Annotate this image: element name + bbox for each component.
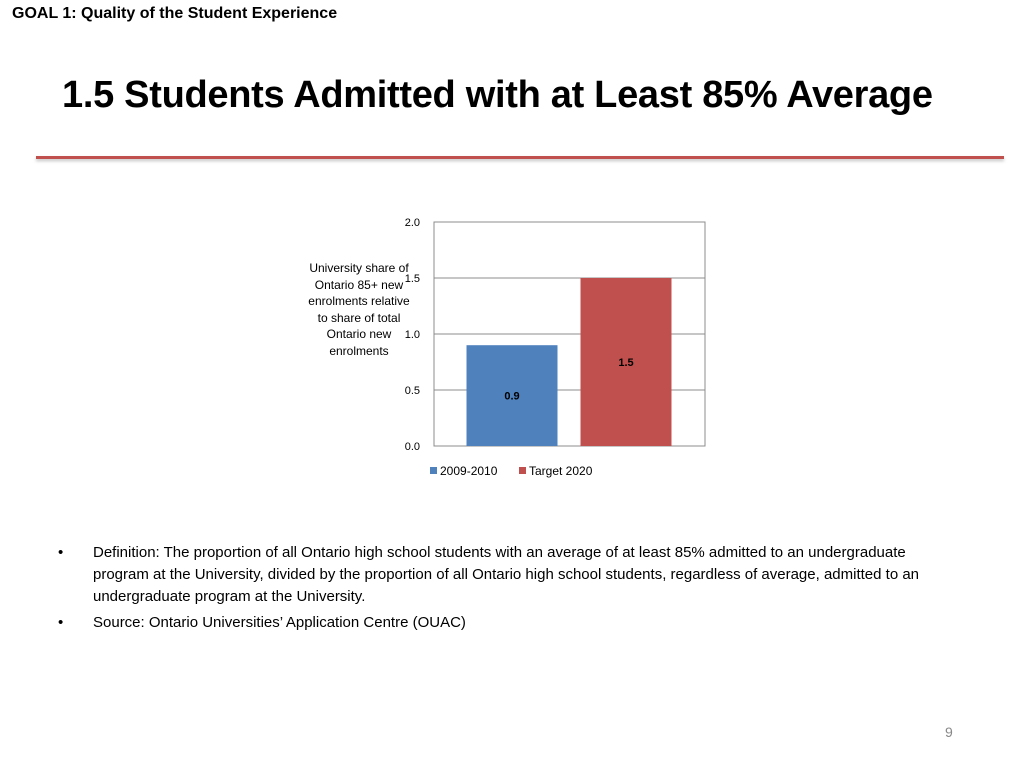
legend-swatch [430, 467, 437, 474]
bullet-text: Definition: The proportion of all Ontario high school students with an average of at least 85% admitted to an undergraduate program at the University, divided by the proportion of all Ontario high school students, regardless of average, admitted to an undergraduate program at the University. [93, 544, 920, 605]
page-number: 9 [945, 724, 953, 740]
data-label: 1.5 [618, 357, 634, 369]
chart-canvas [300, 205, 720, 495]
y-tick-label: 0.5 [404, 385, 420, 397]
y-tick-label: 1.5 [404, 273, 420, 285]
bullet-symbol: • [58, 614, 64, 631]
bullet-symbol: • [58, 544, 64, 561]
bullet-list [58, 542, 958, 638]
y-tick-label: 2.0 [404, 217, 420, 229]
bar-chart [300, 205, 720, 495]
y-tick-label: 0.0 [404, 441, 420, 453]
goal-header: GOAL 1: Quality of the Student Experience [12, 5, 338, 22]
y-axis-label: University share of Ontario 85+ new enrolments relative to share of total Ontario new enrolments [308, 261, 410, 358]
legend-label: 2009-2010 [440, 464, 498, 478]
title-divider [36, 156, 1004, 159]
legend-swatch [519, 467, 526, 474]
bullet-source [58, 612, 958, 634]
slide-title: 1.5 Students Admitted with at Least 85% Average [62, 74, 933, 116]
y-tick-label: 1.0 [404, 329, 420, 341]
bullet-definition [58, 542, 958, 608]
bullet-text: Source: Ontario Universities’ Application Centre (OUAC) [93, 614, 466, 631]
data-label: 0.9 [504, 390, 520, 403]
legend-label: Target 2020 [529, 464, 593, 478]
